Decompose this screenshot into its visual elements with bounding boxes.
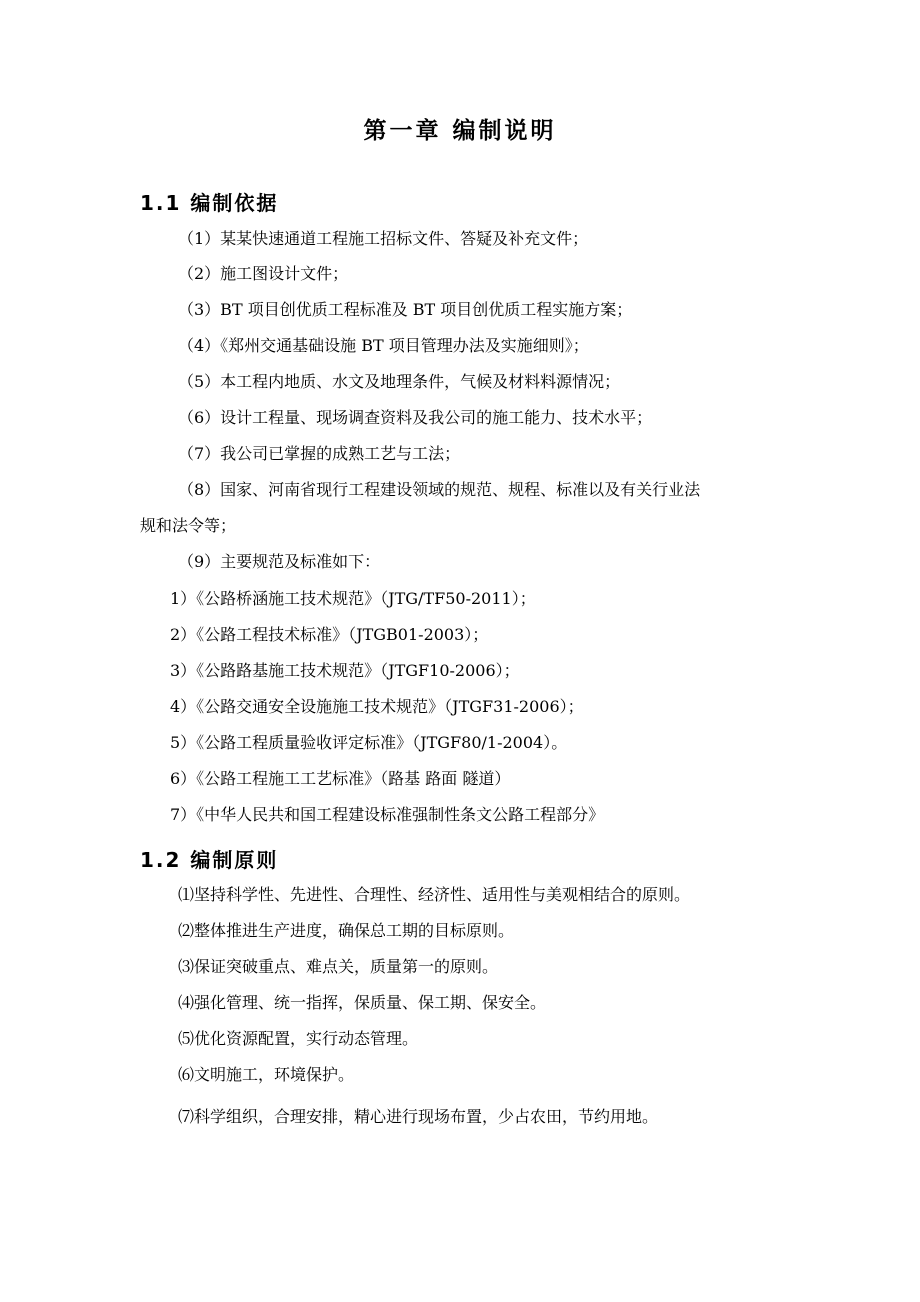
- standard-item: 7）《中华人民共和国工程建设标准强制性条文公路工程部分》: [170, 805, 605, 824]
- standard-item: 2）《公路工程技术标准》（JTGB01-2003）；: [170, 625, 489, 644]
- basis-item: （1）某某快速通道工程施工招标文件、答疑及补充文件；: [178, 229, 589, 248]
- principle-item: ⑴坚持科学性、先进性、合理性、经济性、适用性与美观相结合的原则。: [178, 885, 691, 904]
- standard-item: 4）《公路交通安全设施施工技术规范》（JTGF31-2006）；: [170, 697, 584, 716]
- basis-item: （3）BT 项目创优质工程标准及 BT 项目创优质工程实施方案；: [178, 300, 633, 319]
- basis-item: （5）本工程内地质、水文及地理条件，气候及材料料源情况；: [178, 372, 621, 391]
- standard-item: 6）《公路工程施工工艺标准》（路基 路面 隧道）: [170, 769, 511, 788]
- principle-item: ⑹文明施工，环境保护。: [178, 1065, 355, 1084]
- basis-item: （9）主要规范及标准如下：: [178, 552, 381, 571]
- section-heading-principles: 1.2 编制原则: [140, 848, 279, 872]
- basis-item: （2）施工图设计文件；: [178, 264, 349, 283]
- basis-item: （4）《郑州交通基础设施 BT 项目管理办法及实施细则》；: [178, 336, 589, 355]
- principle-item: ⑷强化管理、统一指挥，保质量、保工期、保安全。: [178, 993, 547, 1012]
- section-heading-basis: 1.1 编制依据: [140, 191, 279, 215]
- standard-item: 5）《公路工程质量验收评定标准》（JTGF80/1-2004）。: [170, 733, 568, 752]
- chapter-title: 第一章 编制说明: [363, 118, 557, 144]
- basis-item: （7）我公司已掌握的成熟工艺与工法；: [178, 444, 461, 463]
- principle-item: ⑺科学组织，合理安排，精心进行现场布置，少占农田，节约用地。: [178, 1107, 659, 1126]
- basis-item: （6）设计工程量、现场调查资料及我公司的施工能力、技术水平；: [178, 408, 653, 427]
- basis-item-continuation: 规和法令等；: [140, 516, 237, 535]
- basis-item: （8）国家、河南省现行工程建设领域的规范、规程、标准以及有关行业法: [178, 480, 701, 499]
- standard-item: 3）《公路路基施工技术规范》（JTGF10-2006）；: [170, 661, 520, 680]
- principle-item: ⑶保证突破重点、难点关，质量第一的原则。: [178, 957, 499, 976]
- principle-item: ⑸优化资源配置，实行动态管理。: [178, 1029, 419, 1048]
- standard-item: 1）《公路桥涵施工技术规范》（JTG/TF50-2011）；: [170, 589, 536, 608]
- principle-item: ⑵整体推进生产进度，确保总工期的目标原则。: [178, 921, 515, 940]
